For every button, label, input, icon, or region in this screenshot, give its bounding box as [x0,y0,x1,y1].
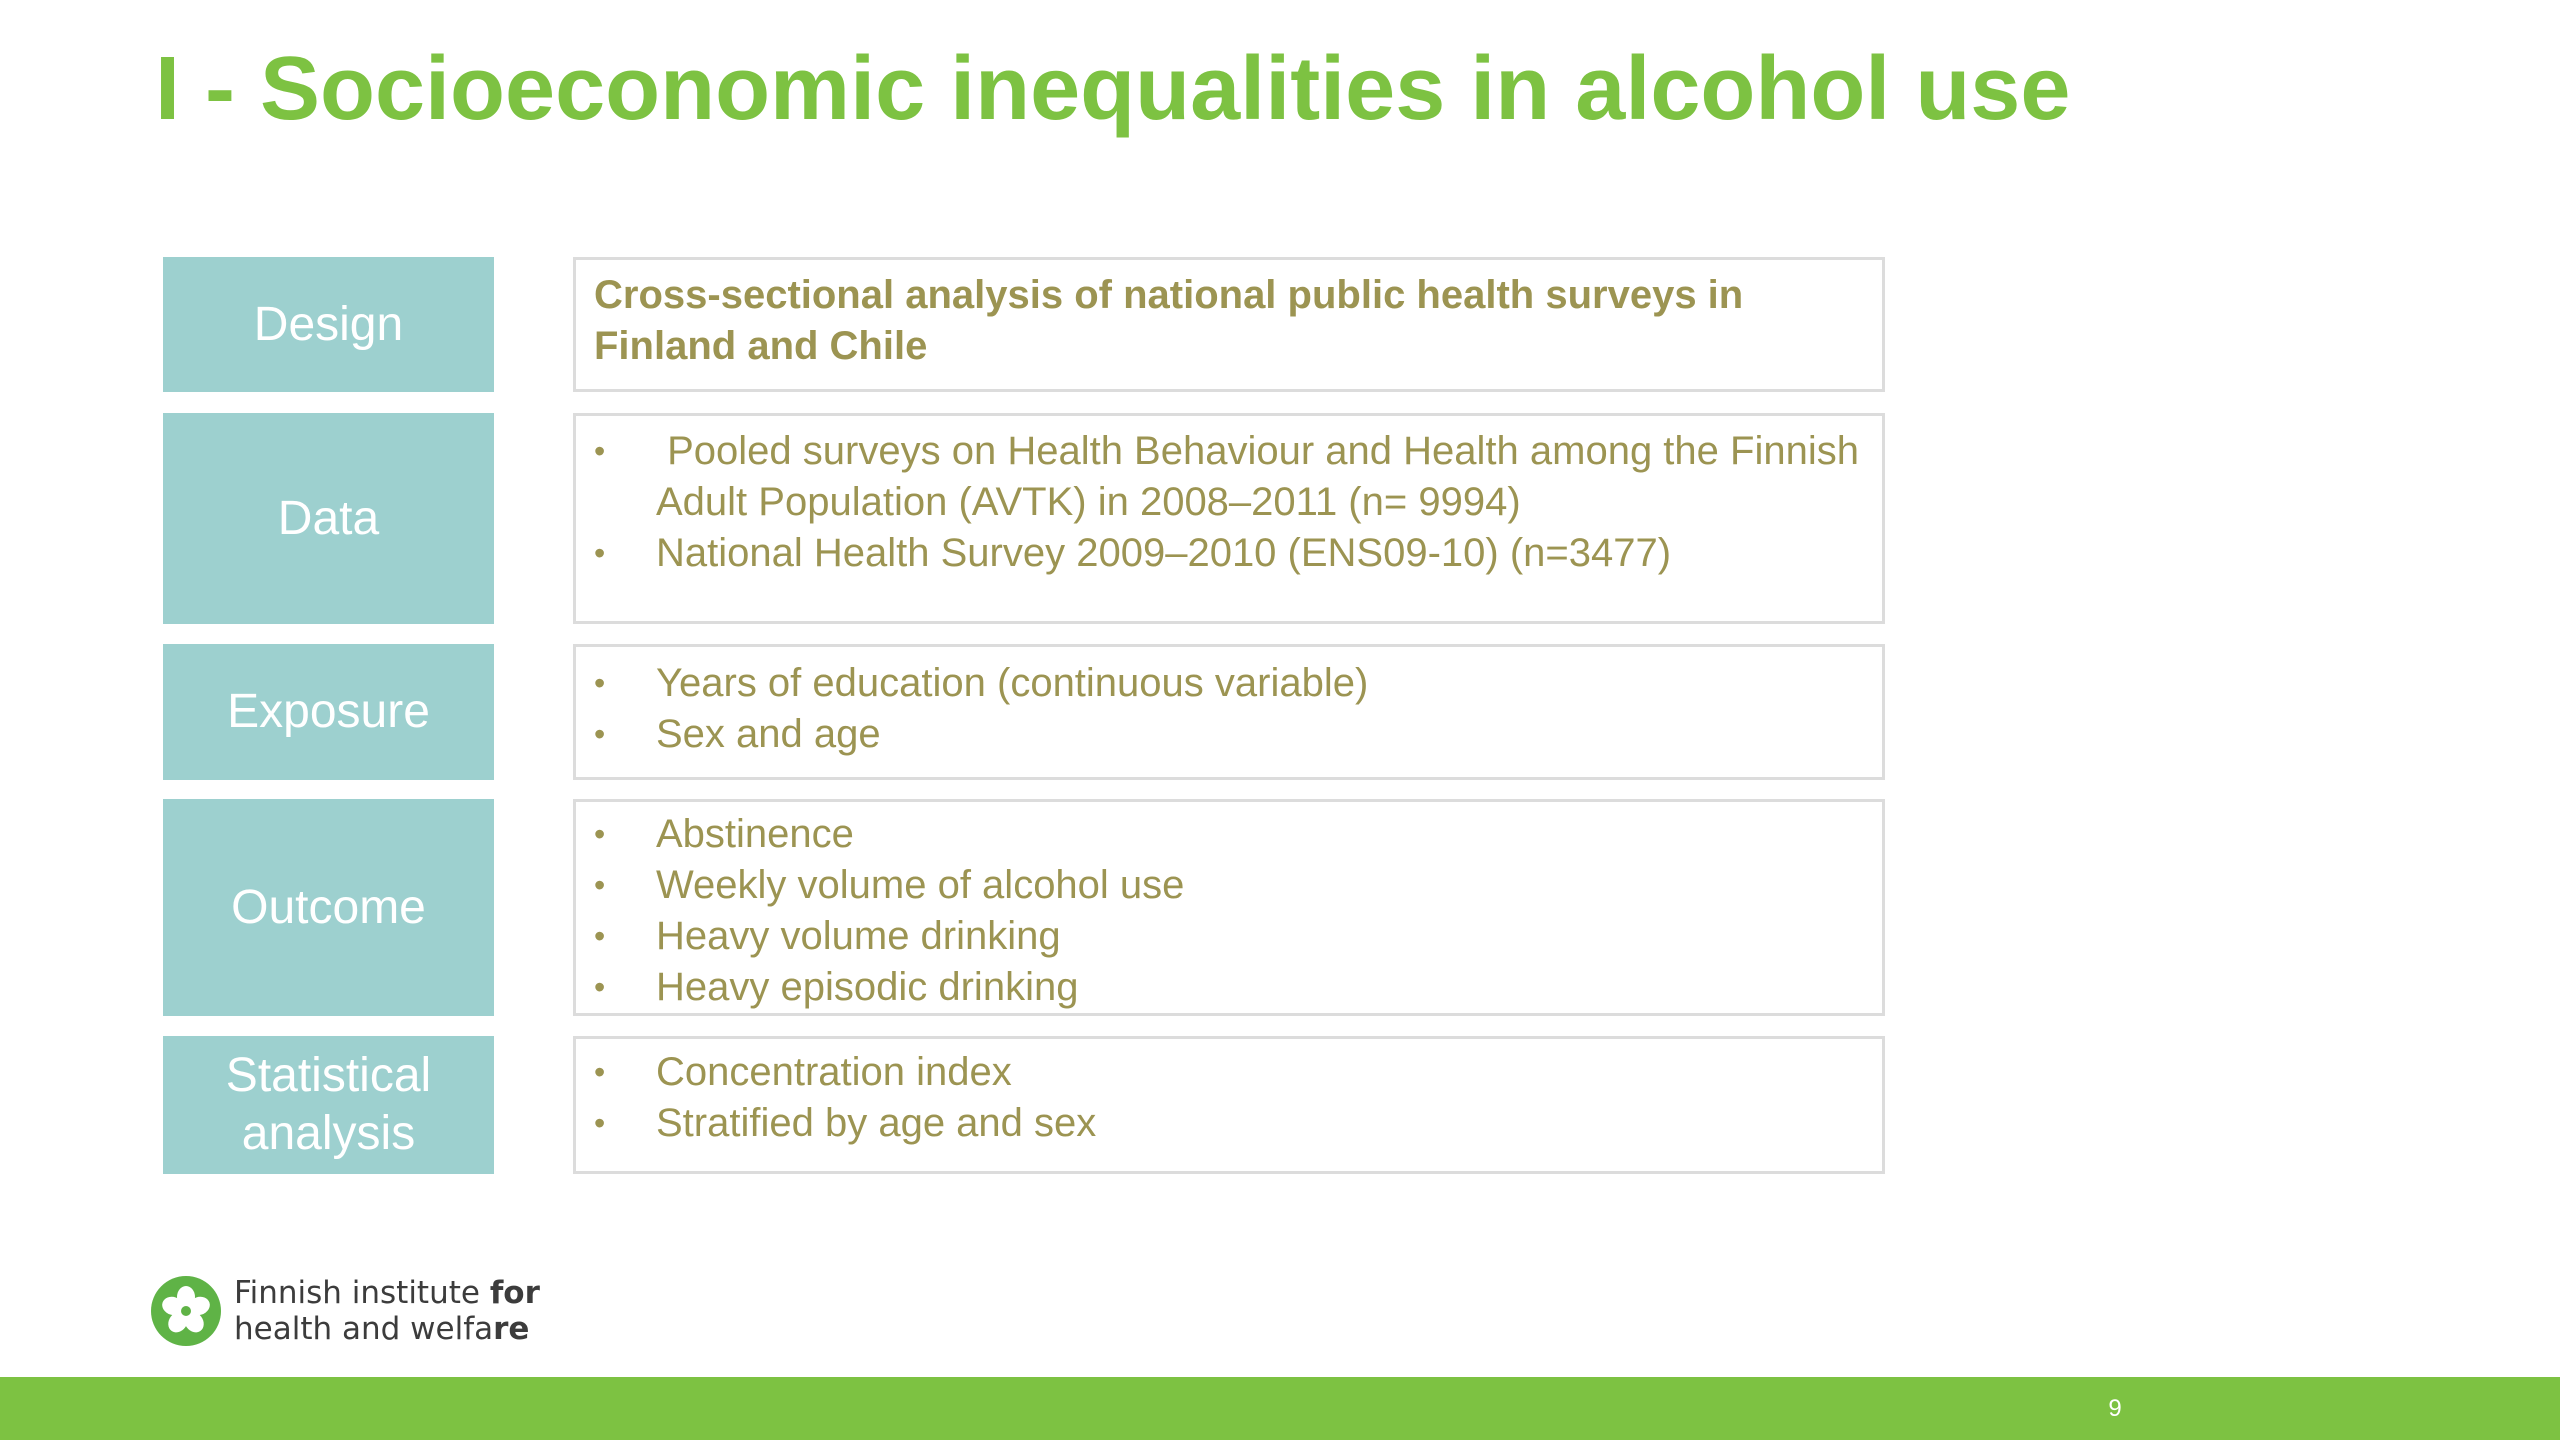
row-content-outcome [573,799,1885,1016]
row-content-exposure [573,644,1885,780]
list-item: • Weekly volume of alcohol use [594,860,1864,911]
row-design [163,257,1888,392]
footer-bar [0,1377,2560,1440]
statistical-bullet-list [594,1047,1864,1149]
row-data [163,413,1888,624]
logo-wordmark [234,1275,540,1347]
row-content-design [573,257,1885,392]
slide-title: I - Socioeconomic inequalities in alcohol use [155,39,2071,139]
row-exposure [163,644,1888,780]
institute-logo [150,1275,540,1347]
list-item: • National Health Survey 2009–2010 (ENS09-10) (n=3477) [594,528,1864,579]
row-content-statistical-analysis [573,1036,1885,1174]
page-number: 9 [2108,1395,2122,1422]
design-heading: Cross-sectional analysis of national public health surveys in Finland and Chile [594,273,1744,368]
logo-line-2 [234,1311,540,1347]
logo-line-2-bold: re [493,1311,530,1347]
row-label-statistical-analysis: Statistical analysis [163,1036,494,1174]
row-outcome [163,799,1888,1016]
row-label-outcome: Outcome [163,799,494,1016]
data-bullet-list [594,426,1868,579]
row-statistical-analysis [163,1036,1888,1174]
list-item: • Heavy episodic drinking [594,962,1864,1013]
outcome-bullet-list [594,809,1864,1013]
list-item: • Pooled surveys on Health Behaviour and Health among the Finnish Adult Population (AVTK) in 2008–2011 (n= 9994) [594,426,1864,528]
list-item: • Concentration index [594,1047,1864,1098]
flower-logo-icon [150,1275,222,1347]
logo-line-1-bold: for [489,1275,540,1311]
row-label-design: Design [163,257,494,392]
row-content-data [573,413,1885,624]
exposure-bullet-list [594,658,1864,760]
logo-line-2-regular: health and welfa [234,1311,494,1347]
list-item: • Heavy volume drinking [594,911,1864,962]
list-item: • Stratified by age and sex [594,1098,1864,1149]
row-label-data: Data [163,413,494,624]
list-item: • Abstinence [594,809,1864,860]
logo-line-1 [234,1275,540,1311]
row-label-exposure: Exposure [163,644,494,780]
logo-line-1-regular: Finnish institute [234,1275,490,1311]
list-item: • Years of education (continuous variable) [594,658,1864,709]
list-item: • Sex and age [594,709,1864,760]
